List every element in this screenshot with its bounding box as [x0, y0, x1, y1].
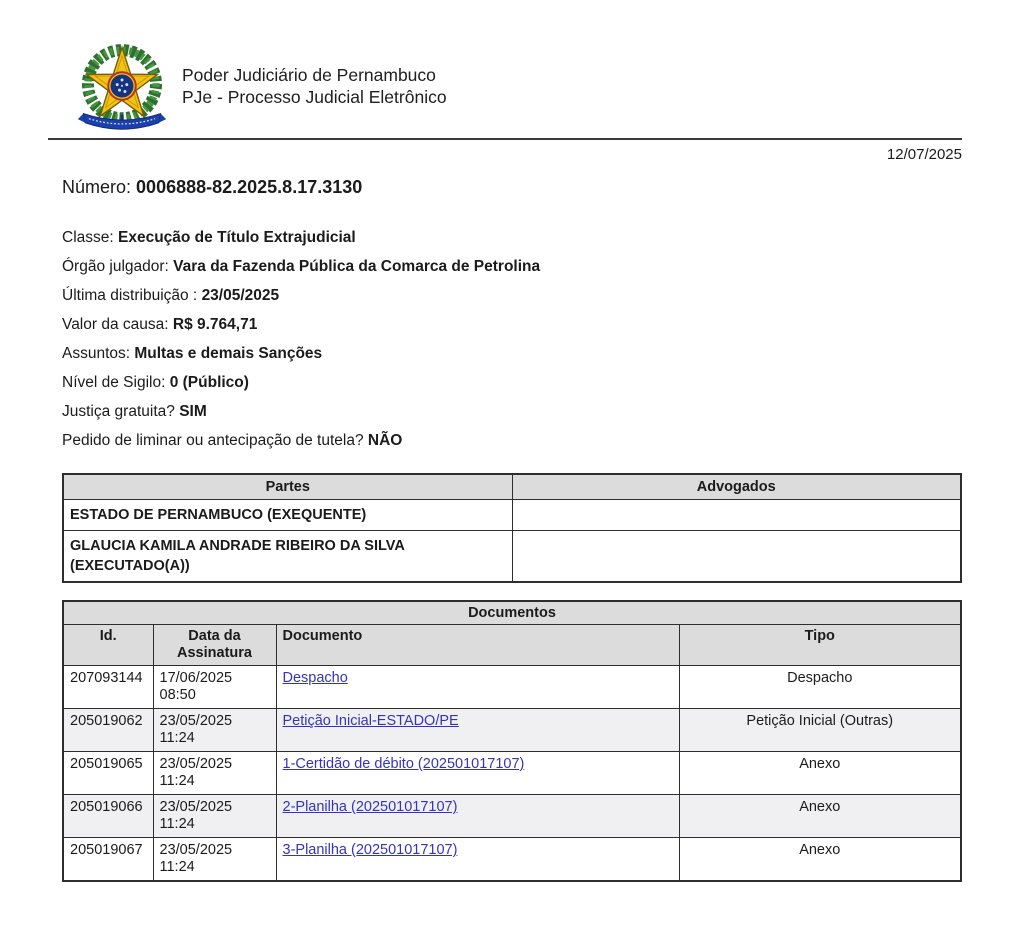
header [62, 0, 962, 136]
advogado-cell [512, 531, 961, 583]
table-row [63, 709, 961, 752]
org-name: Poder Judiciário de Pernambuco [182, 65, 436, 85]
table-row [63, 795, 961, 838]
partes-table [62, 473, 962, 583]
generated-date: 12/07/2025 [886, 146, 962, 163]
field-nivel-sigilo [62, 368, 962, 397]
documentos-header-row [63, 625, 961, 666]
header-divider [48, 138, 962, 140]
field-label: Órgão julgador: [62, 258, 169, 275]
field-assuntos [62, 339, 962, 368]
doc-name-cell [276, 709, 679, 752]
field-label: Nível de Sigilo: [62, 374, 166, 391]
doc-name-cell [276, 838, 679, 882]
field-value: R$ 9.764,71 [172, 316, 258, 333]
system-name: PJe - Processo Judicial Eletrônico [182, 87, 447, 107]
doc-name-cell [276, 795, 679, 838]
field-ultima-distribuicao [62, 281, 962, 310]
field-pedido-liminar [62, 426, 962, 455]
doc-id-cell: 205019066 [63, 795, 153, 838]
doc-time: 11:24 [159, 816, 195, 832]
doc-date-cell [153, 752, 276, 795]
field-valor-causa [62, 310, 962, 339]
doc-date-cell [153, 838, 276, 882]
parte-cell: GLAUCIA KAMILA ANDRADE RIBEIRO DA SILVA (EXECUTADO(A)) [63, 531, 512, 583]
doc-time: 08:50 [159, 687, 196, 703]
parte-cell: ESTADO DE PERNAMBUCO (EXEQUENTE) [63, 500, 512, 531]
field-value: Vara da Fazenda Pública da Comarca de Petrolina [173, 258, 541, 275]
field-value: Execução de Título Extrajudicial [118, 229, 356, 246]
field-value: 23/05/2025 [201, 287, 280, 304]
advogado-cell [512, 500, 961, 531]
field-value: 0 (Público) [169, 374, 249, 391]
doc-time: 11:24 [159, 859, 195, 875]
partes-header: Partes [63, 474, 512, 500]
field-classe [62, 223, 962, 252]
doc-tipo-cell: Anexo [679, 838, 961, 882]
field-label: Assuntos: [62, 345, 131, 362]
field-orgao-julgador [62, 252, 962, 281]
process-fields [62, 223, 962, 455]
id-header: Id. [63, 625, 153, 666]
doc-name-cell [276, 752, 679, 795]
documentos-title-row [63, 601, 961, 625]
doc-date-cell [153, 709, 276, 752]
doc-date: 23/05/2025 [159, 756, 233, 772]
doc-name-cell [276, 666, 679, 709]
field-label: Valor da causa: [62, 316, 169, 333]
document-link[interactable]: 3-Planilha (202501017107) [282, 842, 458, 858]
tipo-header: Tipo [679, 625, 961, 666]
process-number-line [62, 177, 962, 198]
org-title-block [182, 64, 447, 108]
field-value: NÃO [367, 432, 403, 449]
data-assinatura-header: Data da Assinatura [153, 625, 276, 666]
table-row [63, 500, 961, 531]
field-label: Última distribuição : [62, 287, 198, 304]
field-label: Justiça gratuita? [62, 403, 175, 420]
table-row [63, 666, 961, 709]
documento-header: Documento [276, 625, 679, 666]
table-row [63, 531, 961, 583]
doc-id-cell: 205019062 [63, 709, 153, 752]
doc-time: 11:24 [159, 773, 195, 789]
table-row [63, 752, 961, 795]
doc-date-cell [153, 795, 276, 838]
doc-id-cell: 205019067 [63, 838, 153, 882]
doc-date: 23/05/2025 [159, 713, 233, 729]
doc-date: 23/05/2025 [159, 842, 233, 858]
doc-tipo-cell: Petição Inicial (Outras) [679, 709, 961, 752]
field-justica-gratuita [62, 397, 962, 426]
partes-header-row [63, 474, 961, 500]
doc-tipo-cell: Despacho [679, 666, 961, 709]
document-link[interactable]: Despacho [282, 670, 348, 686]
field-label: Pedido de liminar ou antecipação de tutela? [62, 432, 364, 449]
documentos-table [62, 600, 962, 882]
process-number-value: 0006888-82.2025.8.17.3130 [136, 177, 363, 197]
doc-id-cell: 205019065 [63, 752, 153, 795]
document-link[interactable]: Petição Inicial-ESTADO/PE [282, 713, 459, 729]
doc-date-cell [153, 666, 276, 709]
doc-tipo-cell: Anexo [679, 752, 961, 795]
doc-date: 23/05/2025 [159, 799, 233, 815]
table-row [63, 838, 961, 882]
documentos-title: Documentos [63, 601, 961, 625]
field-value: Multas e demais Sanções [134, 345, 323, 362]
process-number-label: Número: [62, 177, 132, 197]
brazil-coat-of-arms-icon [76, 36, 168, 136]
doc-id-cell: 207093144 [63, 666, 153, 709]
doc-time: 11:24 [159, 730, 195, 746]
field-value: SIM [179, 403, 207, 420]
document-link[interactable]: 1-Certidão de débito (202501017107) [282, 756, 525, 772]
advogados-header: Advogados [512, 474, 961, 500]
field-label: Classe: [62, 229, 114, 246]
doc-date: 17/06/2025 [159, 670, 233, 686]
doc-tipo-cell: Anexo [679, 795, 961, 838]
document-link[interactable]: 2-Planilha (202501017107) [282, 799, 458, 815]
